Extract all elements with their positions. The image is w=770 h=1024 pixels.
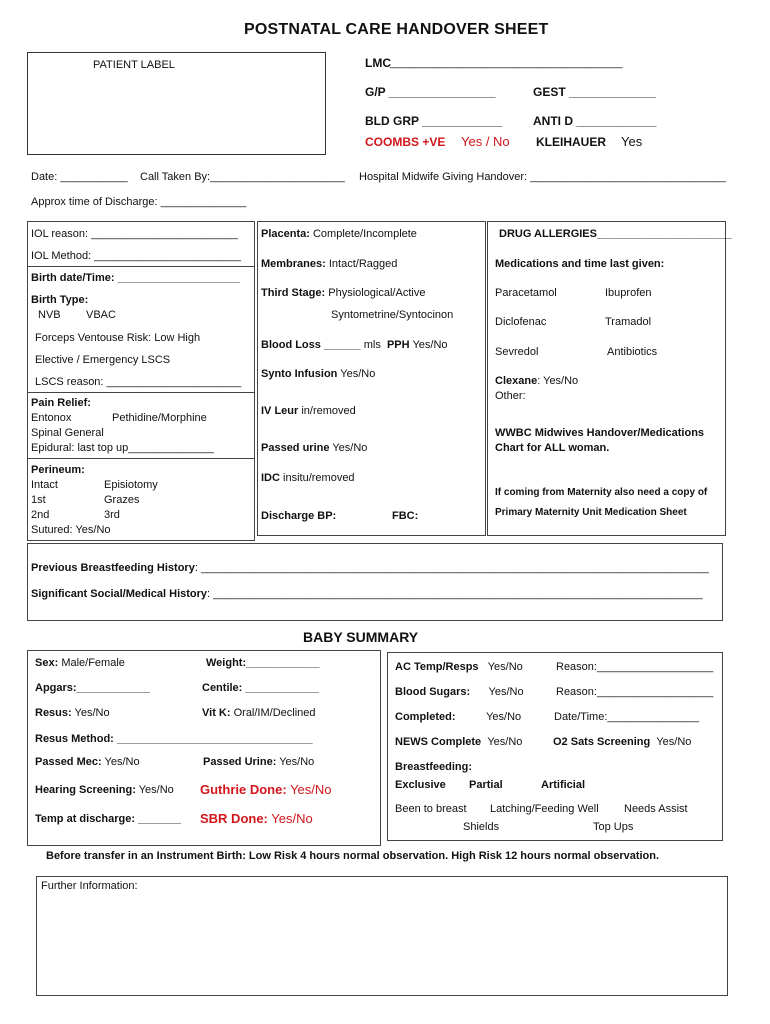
- partial-option[interactable]: Partial: [469, 779, 503, 791]
- sevredol-option[interactable]: Sevredol: [495, 346, 539, 358]
- divider: [27, 458, 255, 459]
- first-degree-option[interactable]: 1st: [31, 494, 46, 506]
- sex-row[interactable]: [35, 657, 125, 669]
- breastfeeding-label: Breastfeeding:: [395, 761, 473, 773]
- blood-loss-field[interactable]: Blood Loss ______: [261, 339, 361, 351]
- sutured-options[interactable]: Sutured: Yes/No: [31, 524, 111, 536]
- vitk-label: Vit K:: [202, 707, 231, 719]
- pain-relief-label: Pain Relief:: [31, 397, 91, 409]
- membranes-options[interactable]: Intact/Ragged: [328, 258, 398, 270]
- page-title: POSTNATAL CARE HANDOVER SHEET: [244, 21, 549, 38]
- grazes-option[interactable]: Grazes: [104, 494, 140, 506]
- iol-reason-field[interactable]: IOL reason: ________________________: [31, 228, 238, 240]
- baby-summary-title: BABY SUMMARY: [303, 629, 419, 645]
- coombs-label: COOMBS +VE: [365, 135, 446, 149]
- o2-sats-row[interactable]: [553, 736, 691, 748]
- kleihauer-options[interactable]: Yes: [621, 134, 643, 149]
- guthrie-label: Guthrie Done:: [200, 782, 287, 797]
- synto-infusion-row[interactable]: [261, 368, 375, 380]
- drug-allergies-field[interactable]: DRUG ALLERGIES______________________: [499, 228, 732, 240]
- gp-field[interactable]: G/P ________________: [365, 85, 496, 99]
- fbc-field[interactable]: FBC:: [392, 510, 419, 522]
- iv-leur-options[interactable]: in/removed: [301, 405, 356, 417]
- ac-temp-options[interactable]: Yes/No: [487, 661, 523, 673]
- discharge-time-field[interactable]: Approx time of Discharge: ______________: [31, 196, 247, 208]
- call-taken-by-field[interactable]: Call Taken By:______________________: [140, 171, 345, 183]
- divider: [27, 392, 255, 393]
- instrument-birth-note: Before transfer in an Instrument Birth: Low Risk 4 hours normal observation. High Risk 12 hours normal observation.: [46, 850, 660, 862]
- lscs-reason-field[interactable]: LSCS reason: ______________________: [35, 376, 242, 388]
- passed-mec-label: Passed Mec:: [35, 756, 102, 768]
- passed-mec-row[interactable]: [35, 756, 140, 768]
- o2-sats-options[interactable]: Yes/No: [656, 736, 692, 748]
- pph-label: PPH: [386, 339, 410, 351]
- forceps-options[interactable]: Forceps Ventouse Risk: Low High: [35, 332, 201, 344]
- guthrie-options[interactable]: Yes/No: [290, 782, 332, 797]
- synto-infusion-options[interactable]: Yes/No: [340, 368, 376, 380]
- passed-urine-options[interactable]: Yes/No: [332, 442, 368, 454]
- guthrie-row[interactable]: [200, 782, 332, 797]
- clexane-label: Clexane: [495, 375, 538, 387]
- sex-label: Sex:: [35, 657, 59, 669]
- date-field[interactable]: Date: ___________: [31, 171, 128, 183]
- maternity-note-line2: Primary Maternity Unit Medication Sheet: [495, 507, 687, 518]
- clexane-options[interactable]: : Yes/No: [537, 375, 579, 387]
- hearing-screening-label: Hearing Screening:: [35, 784, 136, 796]
- centile-field[interactable]: Centile: ____________: [202, 682, 319, 694]
- epidural-field[interactable]: Epidural: last top up______________: [31, 442, 214, 454]
- divider: [27, 266, 255, 267]
- third-stage-label: Third Stage:: [261, 287, 326, 299]
- completed-options[interactable]: Yes/No: [486, 711, 522, 723]
- latching-option[interactable]: Latching/Feeding Well: [490, 803, 599, 815]
- third-degree-option[interactable]: 3rd: [104, 509, 120, 521]
- top-ups-option[interactable]: Top Ups: [593, 821, 634, 833]
- blood-sugars-row[interactable]: [395, 686, 524, 698]
- blood-loss-unit: mls: [363, 339, 381, 351]
- further-information-label: Further Information:: [41, 880, 138, 892]
- lmc-field[interactable]: ______________________________________: [390, 57, 623, 69]
- shields-option[interactable]: Shields: [463, 821, 500, 833]
- third-stage-options[interactable]: Physiological/Active: [328, 287, 426, 299]
- blood-group-field[interactable]: BLD GRP ____________: [365, 114, 503, 128]
- synto-options[interactable]: Syntometrine/Syntocinon: [331, 309, 454, 321]
- vitk-row[interactable]: [202, 707, 316, 719]
- ac-temp-row[interactable]: [395, 661, 523, 673]
- idc-label: IDC: [261, 472, 280, 484]
- news-label: NEWS Complete: [395, 736, 482, 748]
- gest-field[interactable]: GEST _____________: [533, 85, 656, 99]
- temp-discharge-field[interactable]: Temp at discharge: _______: [35, 813, 181, 825]
- hospital-midwife-field[interactable]: Hospital Midwife Giving Handover: ________________________________: [359, 171, 726, 183]
- sbr-label: SBR Done:: [200, 811, 268, 826]
- passed-mec-options[interactable]: Yes/No: [104, 756, 140, 768]
- membranes-label: Membranes:: [261, 258, 326, 270]
- sugars-reason-field[interactable]: Reason:___________________: [556, 686, 714, 698]
- placenta-options[interactable]: Complete/Incomplete: [312, 228, 417, 240]
- idc-options[interactable]: insitu/removed: [283, 472, 355, 484]
- kleihauer-label: KLEIHAUER: [536, 135, 607, 149]
- perineum-label: Perineum:: [31, 464, 85, 476]
- diclofenac-option[interactable]: Diclofenac: [495, 316, 547, 328]
- paracetamol-option[interactable]: Paracetamol: [495, 287, 557, 299]
- sex-options[interactable]: Male/Female: [61, 657, 125, 669]
- o2-sats-label: O2 Sats Screening: [553, 736, 651, 748]
- iol-method-field[interactable]: IOL Method: ________________________: [31, 250, 242, 262]
- discharge-bp-field[interactable]: Discharge BP:: [261, 510, 337, 522]
- other-field[interactable]: Other:: [495, 390, 526, 402]
- breastfeeding-history-field[interactable]: : ___________________________________________________________________________________: [194, 562, 709, 574]
- second-degree-option[interactable]: 2nd: [31, 509, 50, 521]
- weight-field[interactable]: Weight:____________: [206, 657, 320, 669]
- ac-temp-label: AC Temp/Resps: [395, 661, 479, 673]
- history-box: [27, 543, 723, 621]
- ibuprofen-option[interactable]: Ibuprofen: [605, 287, 652, 299]
- patient-label-text: PATIENT LABEL: [93, 59, 175, 71]
- exclusive-option[interactable]: Exclusive: [395, 779, 446, 791]
- antibiotics-option[interactable]: Antibiotics: [607, 346, 658, 358]
- clexane-row[interactable]: [495, 375, 578, 387]
- birth-datetime-field[interactable]: Birth date/Time: ____________________: [31, 272, 240, 284]
- resus-label: Resus:: [35, 707, 72, 719]
- ac-reason-field[interactable]: Reason:___________________: [556, 661, 714, 673]
- membranes-row[interactable]: [261, 258, 397, 270]
- patient-label-box: [27, 52, 326, 155]
- wwbc-note-line2: Chart for ALL woman.: [495, 442, 610, 454]
- social-history-field[interactable]: : ________________________________________________________________________________: [207, 588, 703, 600]
- nvb-option[interactable]: NVB: [38, 309, 61, 321]
- iv-leur-row[interactable]: [261, 405, 356, 417]
- needs-assist-option[interactable]: Needs Assist: [624, 803, 688, 815]
- synto-infusion-label: Synto Infusion: [261, 368, 338, 380]
- blood-loss-row[interactable]: [261, 339, 448, 351]
- hearing-screening-row[interactable]: [35, 784, 174, 796]
- idc-row[interactable]: [261, 472, 355, 484]
- pethidine-option[interactable]: Pethidine/Morphine: [112, 412, 207, 424]
- completed-label: Completed:: [395, 711, 456, 723]
- lscs-type-options[interactable]: Elective / Emergency LSCS: [35, 354, 171, 366]
- passed-urine-baby-options[interactable]: Yes/No: [279, 756, 315, 768]
- wwbc-note-line1: WWBC Midwives Handover/Medications: [495, 427, 705, 439]
- episiotomy-option[interactable]: Episiotomy: [104, 479, 158, 491]
- maternity-note-line1: If coming from Maternity also need a copy of: [495, 487, 708, 498]
- placenta-row[interactable]: [261, 228, 417, 240]
- coombs-options[interactable]: Yes / No: [461, 134, 510, 149]
- medications-label: Medications and time last given:: [495, 258, 665, 270]
- vbac-option[interactable]: VBAC: [86, 309, 116, 321]
- pph-options[interactable]: Yes/No: [412, 339, 448, 351]
- entonox-option[interactable]: Entonox: [31, 412, 72, 424]
- further-information-box[interactable]: [36, 876, 728, 996]
- third-stage-row[interactable]: [261, 287, 425, 299]
- passed-urine-baby-label: Passed Urine:: [203, 756, 277, 768]
- blood-sugars-label: Blood Sugars:: [395, 686, 471, 698]
- lmc-label: LMC: [365, 56, 391, 70]
- been-to-breast-option[interactable]: Been to breast: [395, 803, 467, 815]
- breastfeeding-history-label: Previous Breastfeeding History: [31, 562, 195, 574]
- news-options[interactable]: Yes/No: [487, 736, 523, 748]
- passed-urine-row[interactable]: [261, 442, 367, 454]
- hearing-screening-options[interactable]: Yes/No: [138, 784, 174, 796]
- placenta-label: Placenta:: [261, 228, 310, 240]
- spinal-general-options[interactable]: Spinal General: [31, 427, 104, 439]
- iv-leur-label: IV Leur: [261, 405, 299, 417]
- social-history-label: Significant Social/Medical History: [31, 588, 208, 600]
- breastfeeding-history-row[interactable]: [31, 562, 709, 574]
- passed-urine-baby-row[interactable]: [203, 756, 314, 768]
- birth-type-label: Birth Type:: [31, 294, 89, 306]
- sbr-options[interactable]: Yes/No: [271, 811, 313, 826]
- anti-d-field[interactable]: ANTI D ____________: [533, 114, 657, 128]
- blood-sugars-options[interactable]: Yes/No: [488, 686, 524, 698]
- intact-option[interactable]: Intact: [31, 479, 58, 491]
- completed-datetime-field[interactable]: Date/Time:_______________: [554, 711, 700, 723]
- apgars-field[interactable]: Apgars:____________: [35, 682, 150, 694]
- resus-method-field[interactable]: Resus Method: ________________________________: [35, 733, 313, 745]
- resus-options[interactable]: Yes/No: [74, 707, 110, 719]
- resus-row[interactable]: [35, 707, 110, 719]
- vitk-options[interactable]: Oral/IM/Declined: [233, 707, 316, 719]
- tramadol-option[interactable]: Tramadol: [605, 316, 652, 328]
- sbr-row[interactable]: [200, 811, 313, 826]
- completed-row[interactable]: [395, 711, 521, 723]
- passed-urine-label: Passed urine: [261, 442, 330, 454]
- news-row[interactable]: [395, 736, 522, 748]
- artificial-option[interactable]: Artificial: [541, 779, 586, 791]
- social-history-row[interactable]: [31, 588, 703, 600]
